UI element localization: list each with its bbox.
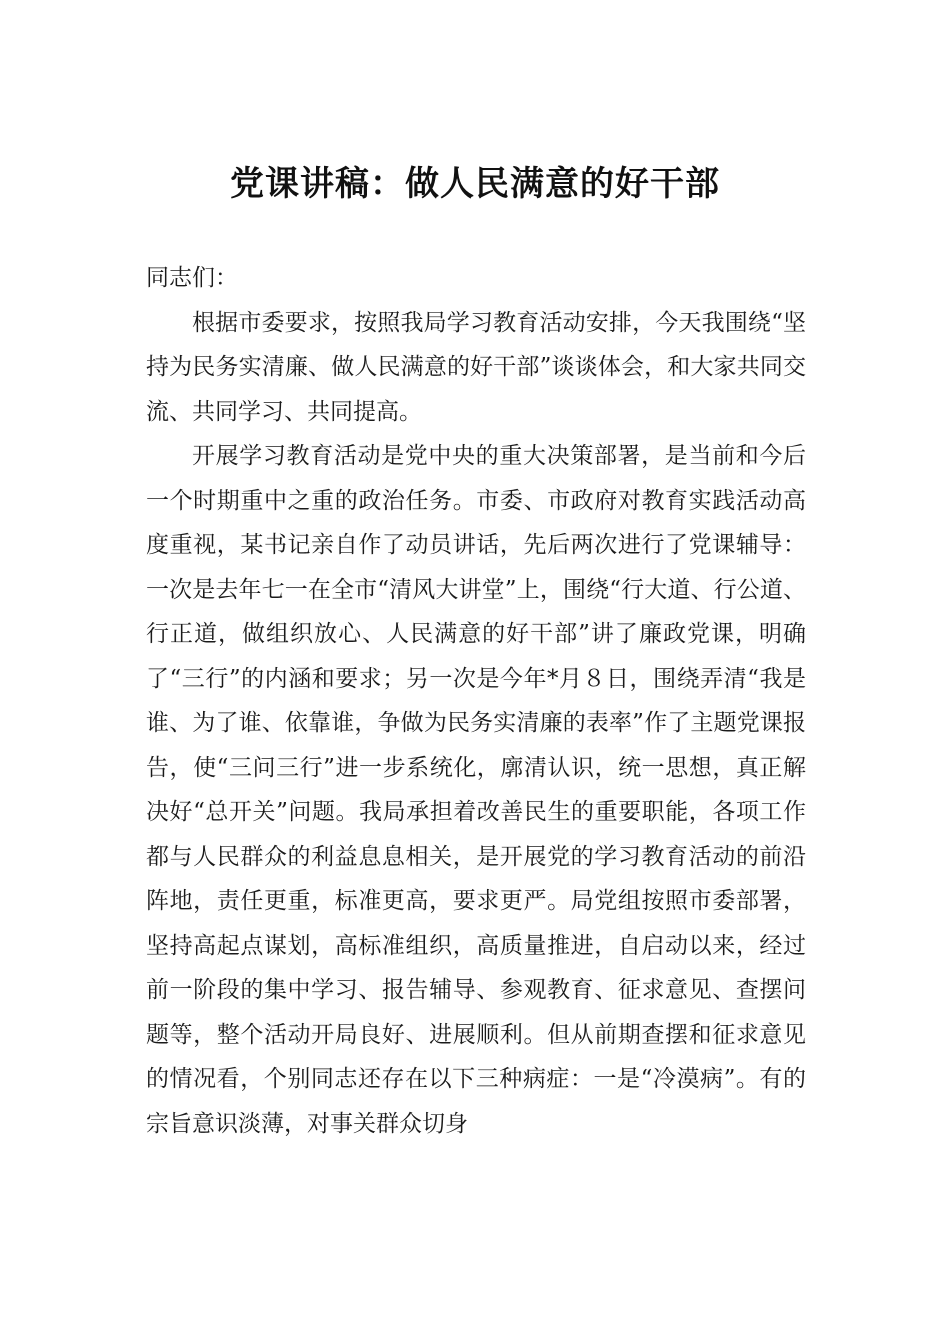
paragraph-1: 根据市委要求，按照我局学习教育活动安排，今天我围绕“坚持为民务实清廉、做人民满意的好干部”谈谈体会，和大家共同交流、共同学习、共同提高。 — [146, 309, 806, 425]
salutation: 同志们： — [146, 265, 238, 291]
document-body — [146, 256, 806, 1146]
document-title: 党课讲稿：做人民满意的好干部 — [230, 164, 720, 204]
paragraph-2: 开展学习教育活动是党中央的重大决策部署，是当前和今后一个时期重中之重的政治任务。市委、市政府对教育实践活动高度重视，某书记亲自作了动员讲话，先后两次进行了党课辅导：一次是去年七一在全市“清风大讲堂”上，围绕“行大道、行公道、行正道，做组织放心、人民满意的好干部”讲了廉政党课，明确了“三行”的内涵和要求；另一次是今年*月８日，围绕弄清“我是谁、为了谁、依靠谁，争做为民务实清廉的表率”作了主题党课报告，使“三问三行”进一步系统化，廓清认识，统一思想，真正解决好“总开关”问题。我局承担着改善民生的重要职能，各项工作都与人民群众的利益息息相关，是开展党的学习教育活动的前沿阵地，责任更重，标准更高，要求更严。局党组按照市委部署，坚持高起点谋划，高标准组织，高质量推进，自启动以来，经过前一阶段的集中学习、报告辅导、参观教育、征求意见、查摆问题等，整个活动开局良好、进展顺利。但从前期查摆和征求意见的情况看，个别同志还存在以下三种病症：一是“冷漠病”。有的宗旨意识淡薄，对事关群众切身 — [146, 443, 806, 1137]
